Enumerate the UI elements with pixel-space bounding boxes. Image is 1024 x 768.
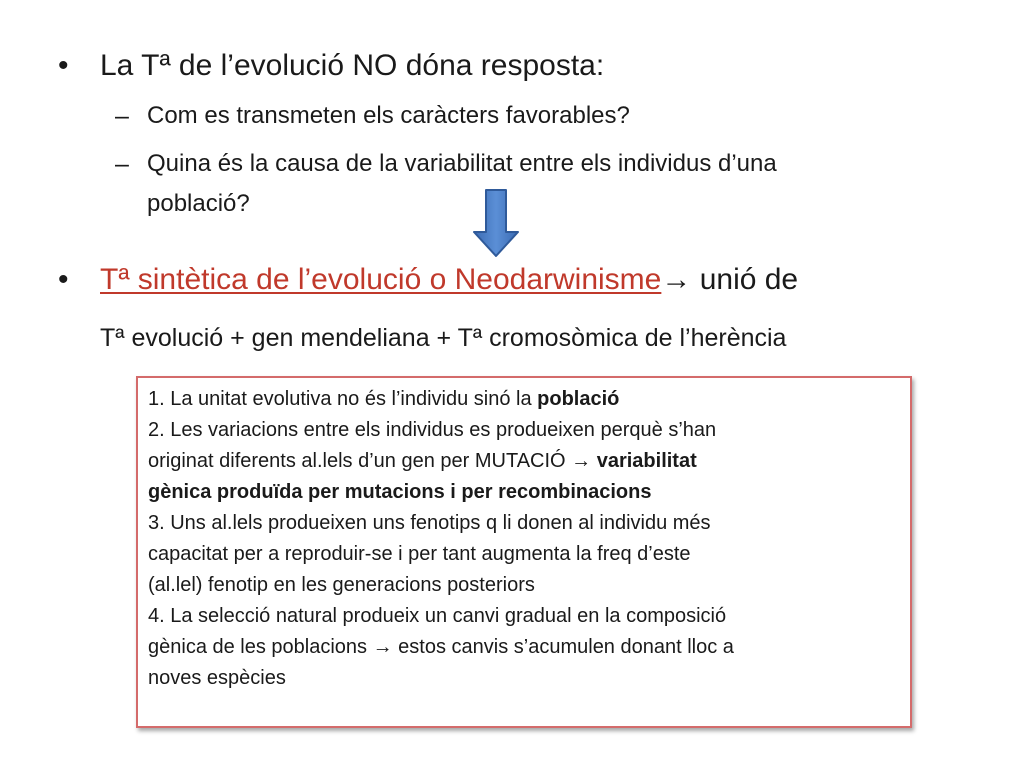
box-line-9 bbox=[148, 632, 910, 663]
box-line-1 bbox=[148, 384, 910, 415]
neodarwinisme-link: Tª sintètica de l’evolució o Neodarwinisme bbox=[100, 263, 662, 296]
box-line-8: 4. La selecció natural produeix un canvi gradual en la composició bbox=[148, 605, 727, 627]
bullet-dot-2: • bbox=[58, 263, 69, 296]
box-line-3-a: originat diferents al.lels d’un gen per MUTACIÓ bbox=[148, 450, 572, 472]
arrow-right-icon: → bbox=[661, 263, 692, 296]
box-line-7: (al.lel) fenotip en les generacions posteriors bbox=[148, 574, 535, 596]
bullet-heading-1: La Tª de l’evolució NO dóna resposta: bbox=[100, 49, 605, 82]
box-line-3-b: variabilitat bbox=[591, 450, 697, 472]
box-line-4 bbox=[148, 477, 910, 508]
info-box bbox=[136, 376, 912, 728]
bullet-heading-2 bbox=[100, 262, 798, 298]
box-line-9-a: gènica de les poblacions bbox=[148, 636, 373, 658]
box-line-4-bold: gènica produïda per mutacions i per recombinacions bbox=[148, 481, 652, 503]
box-line-2: 2. Les variacions entre els individus es produeixen perquè s’han bbox=[148, 419, 717, 441]
box-line-5: 3. Uns al.lels produeixen uns fenotips q li donen al individu més bbox=[148, 512, 711, 534]
bullet-2-rest: unió de bbox=[691, 263, 799, 296]
box-line-3 bbox=[148, 446, 910, 477]
arrow-down-icon bbox=[472, 188, 520, 258]
bullet-2-line2: Tª evolució + gen mendeliana + Tª cromosòmica de l’herència bbox=[100, 324, 787, 352]
bullet-dot: • bbox=[58, 49, 69, 82]
sub-dash-1: – bbox=[115, 102, 129, 130]
sub-item-2-line2: població? bbox=[147, 190, 250, 217]
sub-item-1: Com es transmeten els caràcters favorables? bbox=[147, 102, 630, 129]
box-line-6: capacitat per a reproduir-se i per tant augmenta la freq d’este bbox=[148, 543, 691, 565]
box-line-1-b: població bbox=[537, 388, 620, 410]
arrow-right-icon: → bbox=[372, 636, 393, 658]
sub-item-2-line1: Quina és la causa de la variabilitat entre els individus d’una bbox=[147, 150, 777, 177]
box-line-1-a: 1. La unitat evolutiva no és l’individu sinó la bbox=[148, 388, 538, 410]
box-line-10: noves espècies bbox=[148, 667, 286, 689]
arrow-right-icon: → bbox=[571, 450, 592, 472]
box-line-9-b: estos canvis s’acumulen donant lloc a bbox=[392, 636, 734, 658]
sub-dash-2: – bbox=[115, 150, 129, 178]
